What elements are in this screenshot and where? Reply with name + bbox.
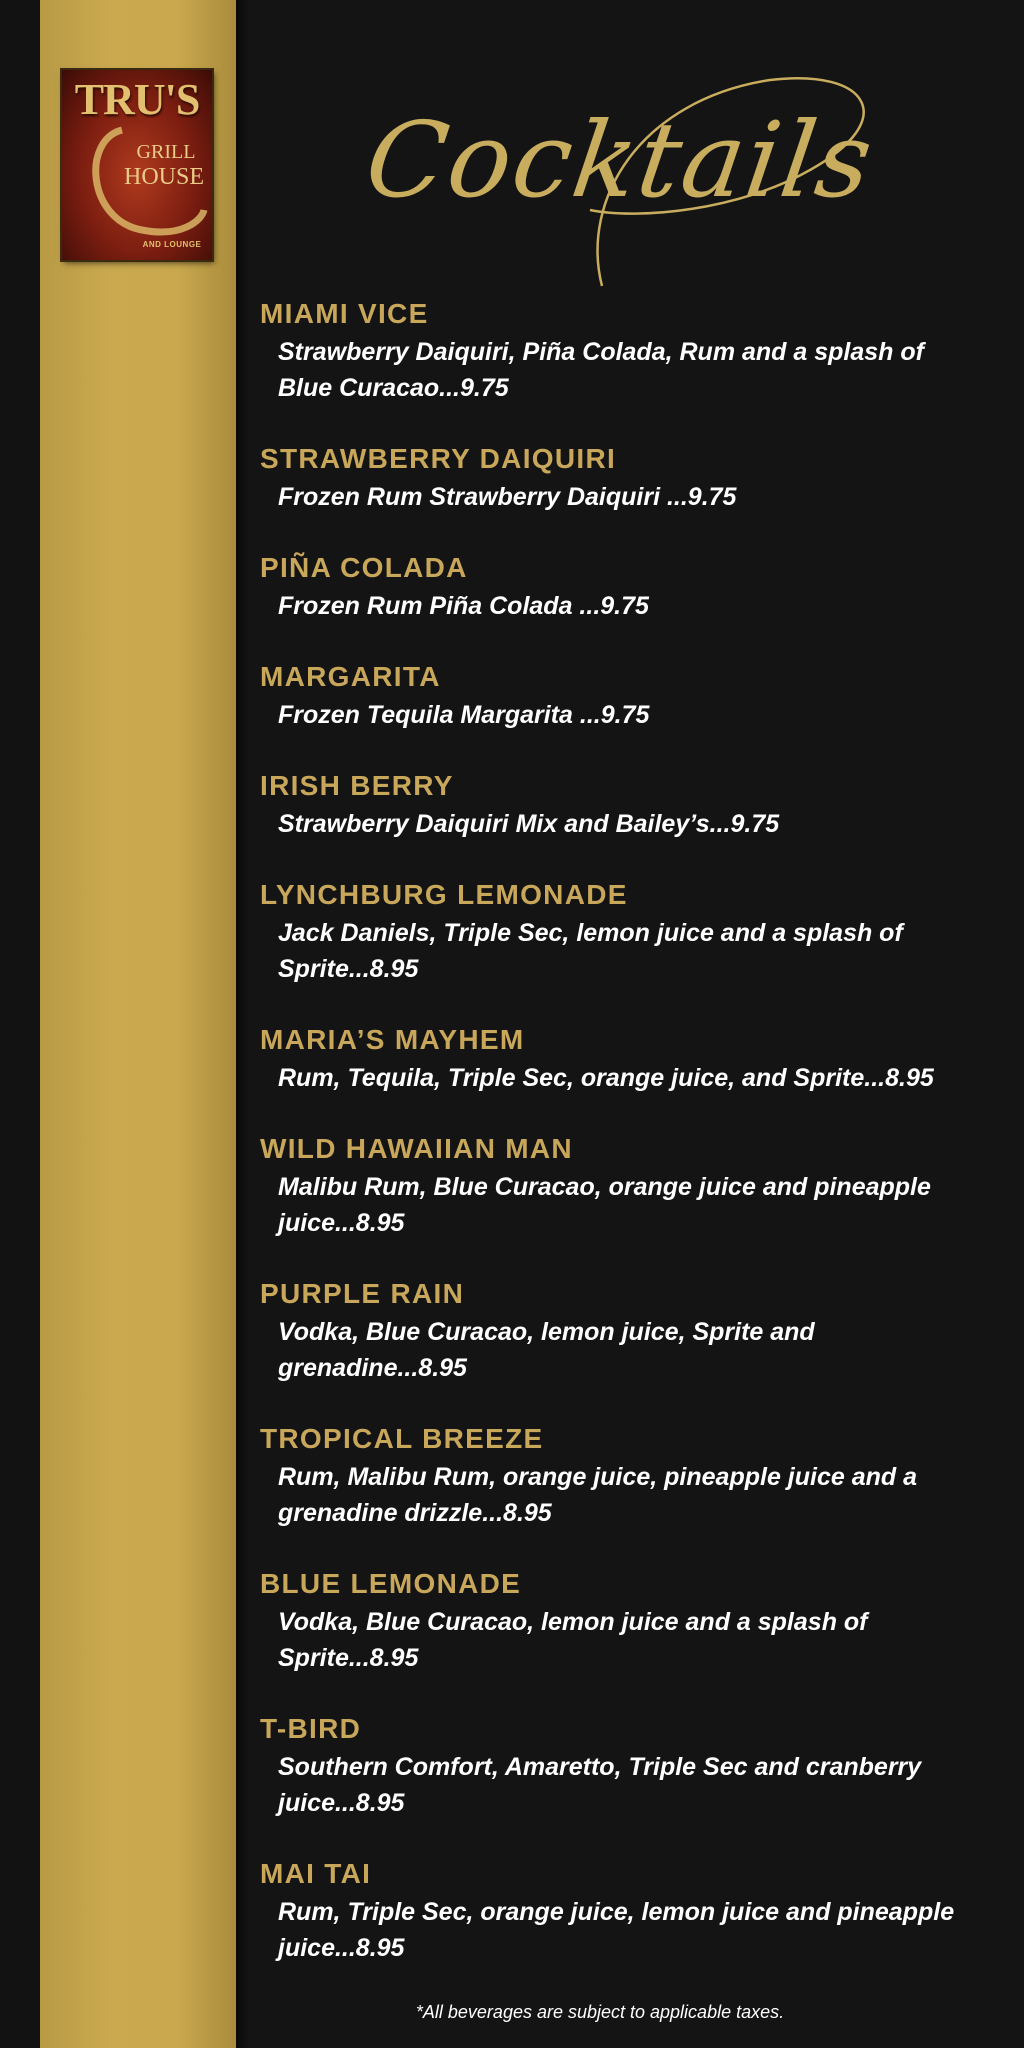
menu-item-description: Jack Daniels, Triple Sec, lemon juice and a splash of Sprite...8.95 <box>278 919 903 983</box>
menu-item <box>260 1566 980 1676</box>
menu-item-name: IRISH BERRY <box>260 770 454 801</box>
menu-item-name: T-BIRD <box>260 1713 362 1744</box>
menu-item-description: Rum, Malibu Rum, orange juice, pineapple juice and a grenadine drizzle...8.95 <box>278 1463 918 1527</box>
menu-item <box>260 659 980 733</box>
menu-item-description: Vodka, Blue Curacao, lemon juice, Sprite and grenadine...8.95 <box>278 1318 815 1382</box>
logo-tagline: AND LOUNGE <box>142 240 202 249</box>
tax-footnote: *All beverages are subject to applicable taxes. <box>415 2002 785 2022</box>
menu-item <box>260 296 980 406</box>
menu-item-description: Malibu Rum, Blue Curacao, orange juice and pineapple juice...8.95 <box>278 1173 931 1237</box>
menu-item <box>260 550 980 624</box>
menu-item-name: TROPICAL BREEZE <box>260 1423 544 1454</box>
trus-grill-house-logo <box>62 70 212 260</box>
menu-item-description: Rum, Tequila, Triple Sec, orange juice, and Sprite...8.95 <box>278 1064 934 1092</box>
menu-item-name: WILD HAWAIIAN MAN <box>260 1133 573 1164</box>
menu-item <box>260 1022 980 1096</box>
menu-item-name: MARIA’S MAYHEM <box>260 1024 525 1055</box>
menu-item-name: PURPLE RAIN <box>260 1278 465 1309</box>
menu-item-description: Frozen Tequila Margarita ...9.75 <box>278 701 650 729</box>
menu-item-description: Southern Comfort, Amaretto, Triple Sec and cranberry juice...8.95 <box>278 1753 922 1817</box>
menu-item-name: MAI TAI <box>260 1858 372 1889</box>
menu-item-description: Strawberry Daiquiri Mix and Bailey’s...9.75 <box>278 810 780 838</box>
page-title: Cocktails <box>358 99 882 221</box>
menu-item-description: Strawberry Daiquiri, Piña Colada, Rum and a splash of Blue Curacao...9.75 <box>278 338 924 402</box>
logo-brand: TRU'S <box>74 75 200 124</box>
menu-item-name: STRAWBERRY DAIQUIRI <box>260 443 617 474</box>
gold-side-band <box>40 0 236 2048</box>
menu-item <box>260 1856 980 1966</box>
logo-house: HOUSE <box>123 164 204 190</box>
band-shadow <box>236 0 250 2048</box>
left-margin <box>0 0 40 2048</box>
menu-item-description: Rum, Triple Sec, orange juice, lemon juice and pineapple juice...8.95 <box>278 1898 955 1962</box>
menu-item <box>260 1711 980 1821</box>
menu-item-description: Frozen Rum Strawberry Daiquiri ...9.75 <box>278 483 737 511</box>
menu-item <box>260 1131 980 1241</box>
menu-item <box>260 441 980 515</box>
menu-item-name: PIÑA COLADA <box>260 552 468 583</box>
menu-item-description: Vodka, Blue Curacao, lemon juice and a splash of Sprite...8.95 <box>278 1608 868 1672</box>
menu-item-description: Frozen Rum Piña Colada ...9.75 <box>278 592 649 620</box>
menu-item-name: BLUE LEMONADE <box>260 1568 522 1599</box>
menu-item <box>260 1421 980 1531</box>
logo-grill: GRILL <box>136 141 196 163</box>
cocktail-menu-list <box>260 296 980 2001</box>
menu-item <box>260 877 980 987</box>
menu-item-name: MIAMI VICE <box>260 298 429 329</box>
menu-item-name: MARGARITA <box>260 661 441 692</box>
menu-item-name: LYNCHBURG LEMONADE <box>260 879 628 910</box>
menu-item <box>260 768 980 842</box>
menu-item <box>260 1276 980 1386</box>
